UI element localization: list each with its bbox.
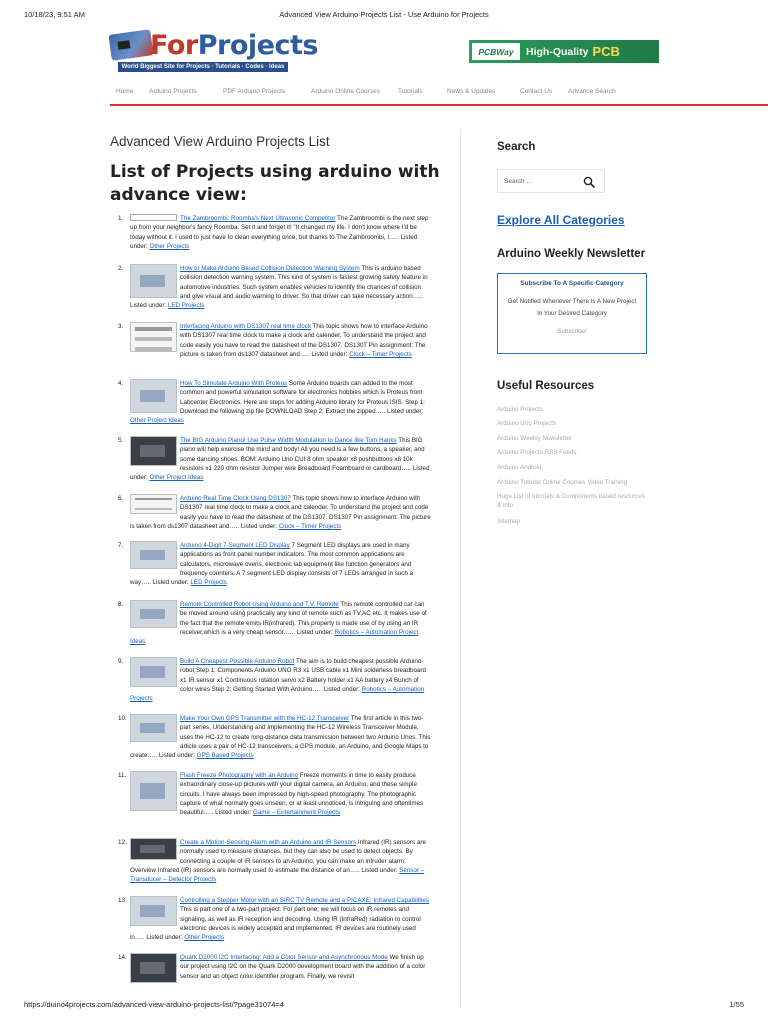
ad-banner[interactable] bbox=[469, 40, 659, 63]
project-title-link[interactable]: How To Simulate Arduino With Proteus bbox=[180, 380, 288, 387]
project-summary: This remote controlled car can be moved around using practically any kind of remote such as TV,AC etc. It makes use of the fact that the remote emits IR(infrared). This property is made use of by using an IR receiver,which is a very cheap sensor.….. Listed under: bbox=[180, 601, 427, 636]
list-item bbox=[118, 541, 432, 587]
item-number: 13. bbox=[118, 897, 127, 904]
column-divider bbox=[460, 130, 461, 1008]
list-item bbox=[118, 896, 432, 942]
item-number: 14. bbox=[118, 954, 127, 961]
circuit-board-icon bbox=[108, 29, 153, 61]
project-summary: Infrared (IR) sensors are normally used to measure distances, but they can also be used to detect objects. By connecting a couple of IR sensors to an Arduino, you can make an intruder alarm. Overview Infrared (IR) sensors are normally used to estimate the distance of an….. Listed under: bbox=[130, 839, 426, 874]
resource-link[interactable]: Arduino Weekly Newsletter bbox=[497, 435, 572, 442]
logo-wordmark: ForProjects bbox=[150, 30, 318, 61]
page-title: Advanced View Arduino Projects List bbox=[110, 134, 330, 149]
nav-item-online-courses[interactable]: Arduino Online Courses bbox=[311, 88, 381, 95]
logo-tagline: World Biggest Site for Projects · Tutorials · Codes · Ideas bbox=[118, 62, 288, 72]
project-summary: The aim is to build cheapest possible Arduino-robot Step 1: Components Arduino UNO R3 x1 USB cable x1 Mini solderless breadboard x1 IR sensor x1 Continuous rotation servo x2 Battery holder x1 AA battery x4 Bunch of color wires Step 2: Getting Started With Arduino….. Listed under: bbox=[180, 658, 426, 693]
list-item bbox=[118, 600, 432, 646]
list-item bbox=[118, 838, 432, 884]
newsletter-text: Get Notified Whenever There Is A New Project In Your Desired Category bbox=[507, 298, 637, 317]
project-thumbnail[interactable] bbox=[130, 771, 177, 811]
project-thumbnail[interactable] bbox=[130, 600, 177, 628]
resource-link[interactable]: Arduino Projects RSS Feeds bbox=[497, 449, 577, 456]
search-icon[interactable] bbox=[583, 176, 595, 188]
newsletter-box bbox=[497, 273, 647, 354]
list-item bbox=[118, 714, 432, 760]
item-number: 4. bbox=[118, 380, 124, 387]
project-thumbnail[interactable] bbox=[130, 838, 177, 860]
project-title-link[interactable]: Create a Motion-Sensing Alarm with an Arduino and IR Sensors bbox=[180, 839, 357, 846]
project-title-link[interactable]: Flash Freeze Photography with an Arduino bbox=[180, 772, 299, 779]
project-summary: This is arduino based collision detection warning system. This kind of system is fastest growing safety feature in automotive industries. Such system enables vehicles to identify the chances of collision and give visual and audio warning to driver. So that driver can take necessary action….. Listed under: bbox=[130, 265, 428, 310]
category-link[interactable]: LED Projects bbox=[167, 302, 205, 310]
category-link[interactable]: Clock – Timer Projects bbox=[349, 350, 412, 358]
project-title-link[interactable]: The Zambroombi: Roomba's Next Ultrasonic Competitor bbox=[180, 215, 336, 222]
site-logo[interactable] bbox=[110, 30, 318, 74]
project-thumbnail[interactable] bbox=[130, 714, 177, 742]
project-thumbnail[interactable] bbox=[130, 541, 177, 569]
print-header bbox=[24, 10, 744, 22]
resource-link[interactable]: Arduino Android bbox=[497, 464, 542, 471]
ad-brand: PCBWay bbox=[472, 43, 520, 60]
item-number: 3. bbox=[118, 323, 124, 330]
project-summary: 7 Segment LED displays are used in many applications as front panel number indicators. The most common applications are calculators, microwave ovens, electronic lab equipment like function generators and frequency counters. A 7 segment LED display consists of 7 LEDs arranged in such a way….. Listed under: bbox=[130, 542, 414, 587]
resource-link[interactable]: Huge List of tutorials & Components based resources & info bbox=[497, 493, 645, 509]
resource-link[interactable]: Arduino Uno Projects bbox=[497, 420, 557, 427]
project-title-link[interactable]: Arduino 4-Digit 7-Segment LED Display bbox=[180, 542, 290, 549]
project-thumbnail[interactable] bbox=[130, 322, 177, 352]
list-item bbox=[118, 214, 432, 251]
resource-link[interactable]: Arduino Tutorial Online Courses Video Training bbox=[497, 479, 628, 486]
project-summary: Some Arduino boards can added to the most common and powerful simulation software for electronics hobbies which is Proteus from Labcenter Electronics. Here are steps for adding Arduino library for Proteus ISIS. Step 1: Download the following zip file DOWNLOAD Step 2: Extract the zipped….. Listed under: bbox=[180, 380, 425, 415]
nav-item-arduino-projects[interactable]: Arduino Projects bbox=[149, 88, 197, 95]
item-number: 2. bbox=[118, 265, 124, 272]
project-title-link[interactable]: Controlling a Stepper Motor with an SIRC TV Remote and a PICAXE: Infrared Capabilities bbox=[180, 897, 429, 904]
list-item bbox=[118, 953, 432, 984]
project-title-link[interactable]: Arduino Real Time Clock Using DS1307 bbox=[180, 495, 291, 502]
category-link[interactable]: Other Project Ideas bbox=[130, 417, 184, 425]
project-thumbnail[interactable] bbox=[130, 896, 177, 926]
project-thumbnail[interactable] bbox=[130, 436, 177, 466]
category-link[interactable]: Other Projects bbox=[149, 242, 190, 250]
project-title-link[interactable]: Make Your Own GPS Transmitter with the HC-12 Transceiver bbox=[180, 715, 350, 722]
main-nav bbox=[110, 88, 768, 100]
nav-item-advance-search[interactable]: Advance Search bbox=[568, 88, 616, 95]
category-link[interactable]: GPS Based Projects bbox=[196, 752, 254, 760]
category-link[interactable]: Robotics – Automation Projects bbox=[130, 685, 425, 703]
newsletter-heading: Arduino Weekly Newsletter bbox=[497, 248, 646, 260]
subscribe-button[interactable]: Subscribe! bbox=[557, 328, 587, 335]
project-thumbnail[interactable] bbox=[130, 379, 177, 413]
nav-divider bbox=[110, 104, 768, 106]
project-thumbnail[interactable] bbox=[130, 657, 177, 687]
project-thumbnail[interactable] bbox=[130, 264, 177, 298]
project-thumbnail[interactable] bbox=[130, 953, 177, 983]
print-footer bbox=[24, 1000, 744, 1012]
project-summary: The first article in this two-part series, Understanding and Implementing the HC-12 Wireless Transceiver Module, uses the HC-12 to create long-distance data transmission between two Arduino Unos. This article uses a pair of HC-12 transceivers, a GPS module, an Arduino, and Google Maps to create….. Listed under: bbox=[130, 715, 431, 760]
print-url: https://duino4projects.com/advanced-view-arduino-projects-list/?page31074=4 bbox=[24, 1000, 284, 1009]
category-link[interactable]: Game – Entertainment Projects bbox=[252, 809, 341, 817]
project-summary: The Zambroombi is the next step up from your neighbor's fancy Roomba. Set it and forget it! "It changed my life. I don't know where I'd be today without it. I used to just have to clean everything once, but thanks to The Zambroombi, I….. Listed under: bbox=[130, 215, 429, 250]
resource-link[interactable]: Arduino Projects bbox=[497, 406, 543, 413]
item-number: 5. bbox=[118, 437, 124, 444]
item-number: 11. bbox=[118, 772, 127, 779]
category-link[interactable]: Robotics – Automation Project Ideas bbox=[130, 628, 419, 646]
project-summary: We finish up our project using I2C on the Quark D2000 development board with the addition of a color sensor and an object color identifier program. Finally, we revisit bbox=[180, 954, 426, 980]
newsletter-title: Subscribe To A Specific Category bbox=[520, 280, 624, 287]
item-number: 12. bbox=[118, 839, 127, 846]
nav-item-home[interactable]: Home bbox=[116, 88, 134, 95]
ad-text: High-Quality bbox=[526, 45, 589, 58]
category-link[interactable]: LED Projects bbox=[190, 579, 227, 587]
project-summary: This topic shows how to interface Arduino with DS1307 real time clock to make a clock and calender. To understand the project and code easily you have to read the datasheet of the DS1307. DS1307 Pin assignment: The picture is taken from ds1307 datasheet and….. Listed under: bbox=[130, 495, 431, 530]
nav-item-tutorials[interactable]: Tutorials bbox=[398, 88, 423, 95]
project-title-link[interactable]: The BIG Arduino Piano! Use Pulse Width Modulation to Dance like Tom Hanks bbox=[180, 437, 397, 444]
list-item bbox=[118, 494, 432, 531]
list-item bbox=[118, 379, 432, 425]
project-thumbnail[interactable] bbox=[130, 214, 177, 221]
search-input[interactable] bbox=[498, 171, 578, 193]
project-summary: This BIG piano will help exercise the mind and body! All you need is a few buttons, a speaker, and some dancing shoes. BOM: Arduino Uno CUI 8 ohm speaker x8 pushbuttons x8 10k resistors x1 220 ohm resistor Jumper wire Breadboard Foamboard or cardboard….. Listed under: bbox=[130, 437, 430, 482]
resources-heading: Useful Resources bbox=[497, 380, 595, 392]
category-link[interactable]: Other Project Ideas bbox=[149, 474, 204, 482]
project-title-link[interactable]: Quark D2000 I2C Interfacing: Add a Color Sensor and Asynchronous Mode bbox=[180, 954, 388, 961]
project-summary: This is part one of a two-part project. For part one, we will focus on IR remotes and signaling, as well as IR reception and decoding. Using IR (InfraRed) radiation to control electronic devices is widely accepted and implemented. IR devices are routinely used in….. Listed under: bbox=[130, 906, 421, 942]
category-link[interactable]: Other Projects bbox=[184, 934, 225, 942]
print-datetime: 10/18/23, 9:51 AM bbox=[24, 10, 85, 19]
item-number: 6. bbox=[118, 495, 124, 502]
explore-categories-link[interactable]: Explore All Categories bbox=[497, 213, 625, 227]
search-form bbox=[497, 169, 605, 193]
list-item bbox=[118, 771, 432, 817]
category-link[interactable]: Clock – Timer Projects bbox=[278, 522, 342, 530]
nav-item-contact[interactable]: Contact Us bbox=[520, 88, 553, 95]
list-headline: List of Projects using arduino with advance view: bbox=[110, 162, 440, 205]
item-number: 7. bbox=[118, 542, 124, 549]
category-link[interactable]: Sensor – Transducer – Detector Projects bbox=[130, 866, 425, 884]
item-number: 1. bbox=[118, 215, 124, 222]
project-summary: Freeze moments in time to easily produce extraordinary close-up pictures with your digital camera, an Arduino, and these simple circuits. I have always been impressed by high-speed photography. The photographic capture of what normally goes unseen, or at least unnoticed, is intriguing and oftentimes beautiful….. Listed under: bbox=[180, 772, 424, 817]
list-item bbox=[118, 436, 432, 482]
nav-item-news[interactable]: News & Updates bbox=[447, 88, 496, 95]
print-page-number: 1/55 bbox=[729, 1000, 744, 1009]
resource-link[interactable]: Sitemap bbox=[497, 518, 520, 525]
project-title-link[interactable]: Remote Controlled Robot Using Arduino and T.V. Remote bbox=[180, 601, 339, 608]
list-item bbox=[118, 657, 432, 703]
project-title-link[interactable]: Build A Cheapest Possible Arduino Robot bbox=[180, 658, 295, 665]
print-page-title: Advanced View Arduino Projects List - Use Arduino for Projects bbox=[279, 10, 489, 19]
search-heading: Search bbox=[497, 141, 536, 153]
item-number: 10. bbox=[118, 715, 127, 722]
project-summary: This topic shows how to interface Arduino with DS1307 real time clock to make a clock and calender. To understand the project and code easily you have to read the datasheet of the DS1307. DS1307 Pin assignment: The picture is taken from ds1307 datasheet and….. Listed under: bbox=[180, 323, 428, 358]
project-title-link[interactable]: How to Make Arduino Based Collision Detection Warning System bbox=[180, 265, 360, 272]
project-thumbnail[interactable] bbox=[130, 494, 177, 514]
nav-item-pdf-arduino-projects[interactable]: PDF Arduino Projects bbox=[223, 88, 286, 95]
ad-accent: PCB bbox=[592, 44, 620, 59]
item-number: 8. bbox=[118, 601, 124, 608]
list-item bbox=[118, 264, 432, 310]
list-item bbox=[118, 322, 432, 359]
item-number: 9. bbox=[118, 658, 124, 665]
project-title-link[interactable]: Interfacing Arduino with DS1307 real time clock bbox=[180, 323, 311, 330]
